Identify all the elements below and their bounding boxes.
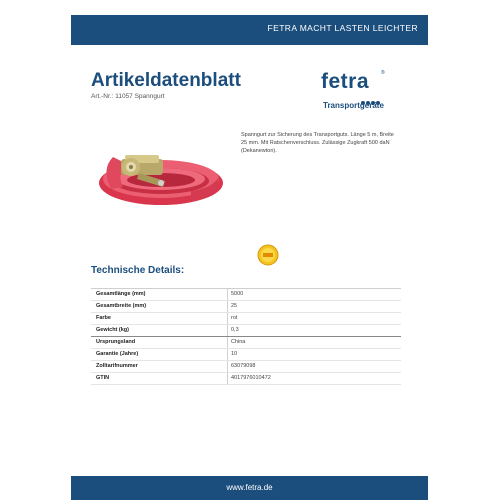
spec-value: 4017976010472 — [231, 375, 271, 381]
datasheet-page — [71, 15, 428, 492]
warranty-badge-icon — [257, 244, 279, 266]
logo-tagline: Transportgeräte — [323, 101, 384, 110]
footer-banner — [71, 476, 428, 500]
spec-label: Ursprungsland — [96, 339, 136, 345]
spec-label: Gesamtbreite (mm) — [96, 303, 147, 309]
spec-label: GTIN — [96, 375, 110, 381]
table-row — [91, 313, 401, 325]
header-banner — [71, 15, 428, 45]
table-row — [91, 361, 401, 373]
table-row — [91, 288, 401, 301]
product-description: Spanngurt zur Sicherung des Transportguts. Länge 5 m, Breite 25 mm. Mit Ratschenverschluss. Zulässige Zugkraft 500 daN (Dekanewton). — [241, 132, 394, 154]
spec-value: 5000 — [231, 291, 244, 297]
spec-value: 0,3 — [231, 327, 239, 333]
spec-value: China — [231, 339, 246, 345]
logo-wordmark: fetra — [321, 70, 370, 93]
table-row — [91, 301, 401, 313]
table-row — [91, 373, 401, 385]
header-slogan: FETRA MACHT LASTEN LEICHTER — [267, 23, 418, 33]
spec-value: 25 — [231, 303, 238, 309]
spec-label: Gesamtlänge (mm) — [96, 291, 146, 297]
spec-value: rot — [231, 315, 238, 321]
table-row — [91, 337, 401, 349]
spec-value: 63079098 — [231, 363, 256, 369]
technical-details-heading: Technische Details: — [91, 265, 185, 276]
spec-label: Farbe — [96, 315, 111, 321]
spec-label: Zolltarifnummer — [96, 363, 138, 369]
footer-url-link[interactable]: www.fetra.de — [226, 483, 273, 492]
table-row — [91, 349, 401, 361]
logo-registered-mark: ® — [381, 70, 385, 76]
spec-table — [91, 288, 401, 385]
spec-value: 10 — [231, 351, 238, 357]
table-row — [91, 325, 401, 337]
page-title: Artikeldatenblatt — [91, 70, 241, 91]
spec-label: Gewicht (kg) — [96, 327, 130, 333]
article-number: Art.-Nr.: 11057 Spanngurt — [91, 93, 165, 100]
spec-label: Garantie (Jahre) — [96, 351, 139, 357]
product-image — [91, 119, 223, 236]
